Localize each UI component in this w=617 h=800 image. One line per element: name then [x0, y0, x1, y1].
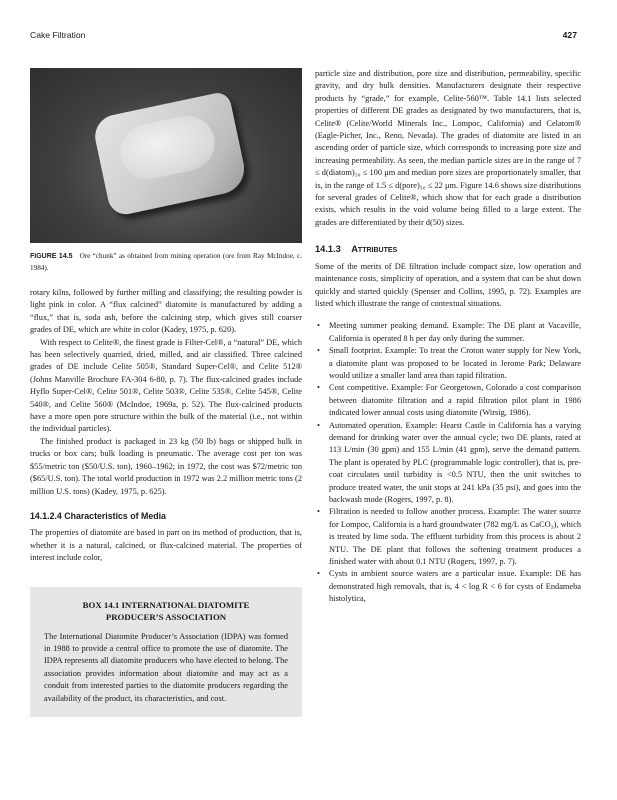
subheading-characteristics: 14.1.2.4 Characteristics of Media [30, 510, 166, 521]
page-number: 427 [562, 30, 577, 40]
section-heading-attributes [315, 243, 581, 255]
box-title-line-1: BOX 14.1 INTERNATIONAL DIATOMITE [82, 599, 250, 610]
box-title [44, 599, 288, 623]
box-text: The International Diatomite Producer’s Association (IDPA) was formed in 1988 to provide a central office to promote the use of diatomite. The IDPA represents all diatomite producers who have elected to belong. The association provides information about diatomite and may act as a conduit from interested parties to the diatomite producers regarding the availability of the product, its characteristics, and cost. [44, 631, 288, 703]
right-column [315, 68, 581, 606]
figure-14-5 [30, 68, 302, 243]
figure-caption [30, 251, 302, 273]
box-14-1 [30, 587, 302, 717]
figure-caption-text: Ore “chunk” as obtained from mining operation (ore from Ray McIndoe, c. 1984). [30, 252, 303, 272]
section-title: Attributes [351, 244, 398, 255]
section-number: 14.1.3 [315, 244, 341, 255]
left-paragraph-2: With respect to Celite®, the finest grade is Filter-Cel®, a “natural” DE, which has been selectively quarried, dried, milled, and air classified. Three calcined grades of DE include Celite 505®, Standard Super-Cel®, and Celite 512® (Johns Manville Brochure FA-304 6-80, p. 7). The flux-calcined grades include Hyflo Super-Cel®, Celite 501®, Celite 503®, Celite 535®, Celite 545®, Celite 540®, and Celite 560® (McIndoe, 1969a, p. 52). The flux-calcined products have a more open pore structure within the bulk of the material (i.e., not within the individual particles). [30, 337, 302, 434]
left-paragraph-4: The properties of diatomite are based in part on its method of production, that is, whether it is a natural, calcined, or flux-calcined material. The properties of interest include color, [30, 528, 302, 563]
attributes-list [315, 320, 581, 605]
list-item: • Cysts in ambient source waters are a particular issue. Example: DE has demonstrated high removals, that is, 4 < log R < 6 for cysts of Endameba histolytica, [329, 568, 581, 605]
left-paragraph-1: rotary kilns, followed by further milling and classifying; the resulting powder is light pink in color. A “flux calcined” diatomite is manufactured by adding a “flux,” that is, soda ash, before the calcining step, which gives still coarser grades of DE, which are white in color (Kadey, 1975, p. 620). [30, 288, 302, 335]
list-item: • Filtration is needed to follow another process. Example: The water source for Lompoc, California is a hard groundwater (782 mg/L as CaCO₃), which is treated by lime soda. The effluent turbidity from this process is about 2 NTU. The DE plant that follows the softening treatment produces a finished water with about 0.1 NTU (Rogers, 1997, p. 7). [329, 506, 581, 568]
list-item: • Meeting summer peaking demand. Example: The DE plant at Vacaville, California is operated 8 h per day only during the summer. [329, 320, 581, 345]
left-paragraph-3: The finished product is packaged in 23 kg (50 lb) bags or shipped bulk in trucks or box cars; bulk loading is pneumatic. The average cost per ton was $55/metric ton ($50/U.S. ton), 1960–1962; in 1972, the cost was $72/metric ton ($65/U.S. ton). The total world production in 1972 was 2.2 million metric tons (2 million U.S. tons) (Kadey, 1975, p. 625). [30, 436, 302, 496]
right-paragraph-2: Some of the merits of DE filtration include compact size, low operation and maintenance costs, simplicity of operation, and a system that can be shut down quickly and started quickly (Spenser and Collins, 1995, p. 72). Examples are listed which illustrate the range of contextual situations. [315, 261, 581, 308]
figure-label: FIGURE 14.5 [30, 253, 73, 260]
list-item: • Small footprint. Example: To treat the Croton water supply for New York, a diatomite plant was proposed to be located in Jerome Park; Delaware would utilize a smaller land area than rapid filtration. [329, 345, 581, 382]
right-paragraph-1: particle size and distribution, pore size and distribution, permeability, specific gravity, and dry bulk densities. Manufacturers designate their respective products by “grade,” for example, Celite-560™. Table 14.1 lists selected properties of different DE grades as designated by two manufacturers, that is, Celite® (Celite/World Minerals Inc., Lompoc, California) and Celatom® (Eagle-Picher, Inc., Reno, Nevada). The grades of diatomite are listed in an ascending order of particle size, which corresponds to increasing pore size and increasing permeability. As seen, the median particle sizes are in the range of 7 ≤ d(diatom)₅₀ ≤ 100 μm and median pore sizes are proportionately smaller, that is, in the range of 1.5 ≤ d(pore)₅₀ ≤ 22 μm. Figure 14.6 shows size distributions for several grades of Celite®, which show that for each grade a distribution exists, which results in the void volume being filled to a large extent. The grades are differentiated by their d(50) sizes. [315, 69, 581, 227]
list-item: • Automated operation. Example: Hearst Castle in California has a varying demand for drinking water over the annual cycle; two DE plants, rated at 113 L/min (30 gpm) and 155 L/min (41 gpm), serve the demand pattern. The plant is operated by PLC (programmable logic controller), that is, pre-coat circulates until turbidity is <0.5 NTU, then the unit switches to produce treated water, the unit stops at 241 kPa (35 psi), and goes into the backwash mode (Rogers, 1997, p. 8). [329, 420, 581, 507]
list-item: • Cost competitive. Example: For Georgetown, Colorado a cost comparison between diatomite filtration and a rapid filtration pilot plant in 1986 indicated lower annual costs using diatomite (Wirsig, 1986). [329, 382, 581, 419]
running-title: Cake Filtration [30, 30, 86, 40]
running-header [30, 30, 577, 46]
ore-chunk-photo [30, 68, 302, 243]
box-title-line-2: PRODUCER’S ASSOCIATION [105, 611, 227, 622]
left-column [30, 68, 302, 717]
